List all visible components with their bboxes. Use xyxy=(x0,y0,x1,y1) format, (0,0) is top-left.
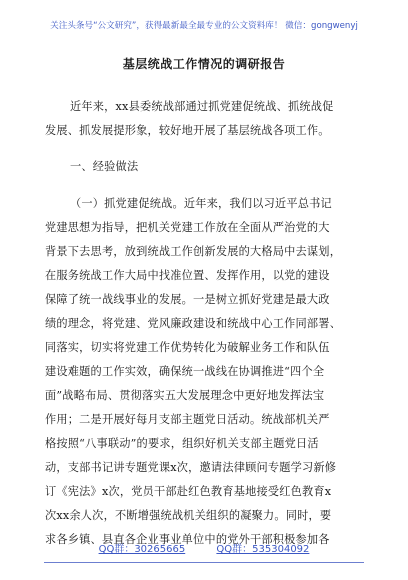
body-line: 订《宪法》x次，党员干部赴红色教育基地接受红色教育x xyxy=(45,485,332,498)
body-line: 近年来，xx县委统战部通过抓党建促统战、抓统战促 xyxy=(70,100,334,113)
body-line: 背景下去思考，放到统战工作创新发展的大格局中去谋划， xyxy=(45,245,342,258)
qq-group-link-1[interactable]: QQ群：30265665 xyxy=(98,544,186,555)
footer-contacts xyxy=(0,540,408,555)
body-line: 在服务统战工作大局中找准位置、发挥作用，以党的建设 xyxy=(45,269,330,282)
body-line: 建设难题的工作实效，确保统一战线在协调推进“四个全 xyxy=(45,365,325,378)
subsection-heading-line: （一）抓党建促统战。近年来，我们以习近平总书记 xyxy=(70,197,332,210)
header-promo-note: 关注头条号“公文研究”，获得最新最全最专业的公文资料库！ 微信：gongwenyj xyxy=(50,21,358,31)
document-title: 基层统战工作情况的调研报告 xyxy=(122,57,286,71)
body-line: 绩的理念，将党建、党风廉政建设和统战中心工作同部署、 xyxy=(45,317,342,330)
body-line: 求各乡镇、县直各企业事业单位中的党外干部积极参加各 xyxy=(45,533,330,546)
footer-divider xyxy=(44,562,364,563)
body-line: 次xx余人次，不断增强统战机关组织的凝聚力。同时，要 xyxy=(45,509,332,522)
section-heading: 一、经验做法 xyxy=(70,160,139,173)
body-line: 发展、抓发展提形象，较好地开展了基层统战各项工作。 xyxy=(45,124,330,137)
body-line: 党建思想为指导，把机关党建工作放在全面从严治党的大 xyxy=(45,221,330,234)
body-line: 保障了统一战线事业的发展。一是树立抓好党建是最大政 xyxy=(45,293,330,306)
body-line: 同落实，切实将党建工作优势转化为破解业务工作和队伍 xyxy=(45,341,330,354)
body-line: 动，支部书记讲专题党课x次，邀请法律顾问专题学习新修 xyxy=(45,461,337,474)
qq-group-link-2[interactable]: QQ群：535304092 xyxy=(216,544,310,555)
body-line: 格按照“八事联动”的要求，组织好机关支部主题党日活 xyxy=(45,437,319,450)
body-line: 作用；二是开展好每月支部主题党日活动。统战部机关严 xyxy=(45,413,330,426)
body-line: 面”战略布局、贯彻落实五大发展理念中更好地发挥法宝 xyxy=(45,389,325,402)
